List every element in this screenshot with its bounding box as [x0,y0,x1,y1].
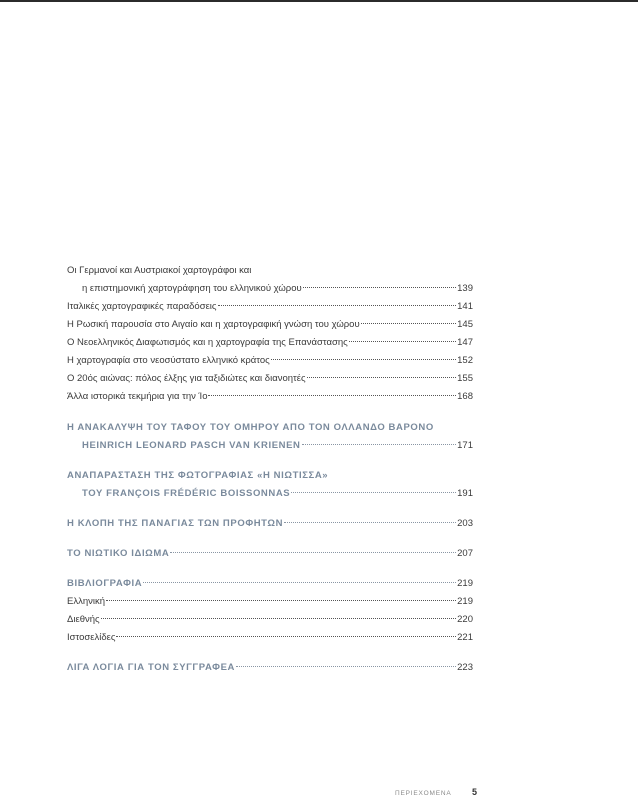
toc-entry-page: 221 [457,632,473,643]
toc-section-title: Η ΑΝΑΚΑΛΥΨΗ ΤΟΥ ΤΑΦΟΥ ΤΟΥ ΟΜΗΡΟΥ ΑΠΟ ΤΟΝ ΟΛΛΑΝΔΟ ΒΑΡΟΝΟ [67,422,434,433]
toc-entry-label: Ο Νεοελληνικός Διαφωτισμός και η χαρτογραφία της Επανάστασης [67,337,348,348]
toc-section-title: ΛΙΓΑ ΛΟΓΙΑ ΓΙΑ ΤΟΝ ΣΥΓΓΡΑΦΕΑ [67,662,235,673]
toc-entry-page: 147 [457,337,473,348]
toc-entry[interactable] [67,280,473,298]
toc-section-heading[interactable] [67,437,473,455]
dot-leader [236,666,456,667]
toc-entry-page: 152 [457,355,473,366]
toc-section-heading[interactable] [67,515,473,533]
toc-entry-page: 139 [457,283,473,294]
dot-leader [170,552,456,553]
toc-entry-label: Ελληνική [67,596,106,607]
dot-leader [361,323,456,324]
toc-section-page: 191 [457,488,473,499]
toc-entry[interactable] [67,629,473,647]
dot-leader [101,618,457,619]
toc-entry[interactable] [67,262,473,280]
toc-entry[interactable] [67,611,473,629]
dot-leader [284,522,456,523]
toc-entry[interactable] [67,298,473,316]
toc-section-page: 223 [457,662,473,673]
toc-entry-label: Η χαρτογραφία στο νεοσύστατο ελληνικό κράτος [67,355,270,366]
toc-section-heading[interactable] [67,575,473,593]
toc-section-heading[interactable] [67,659,473,677]
toc-section-page: 207 [457,548,473,559]
toc-section-page: 171 [457,440,473,451]
table-of-contents [67,262,473,677]
toc-entry-page: 168 [457,391,473,402]
toc-section-title: ΤΟ ΝΙΩΤΙΚΟ ΙΔΙΩΜΑ [67,548,170,559]
toc-section-title: ΒΙΒΛΙΟΓΡΑΦΙΑ [67,578,143,589]
dot-leader [271,359,456,360]
dot-leader [302,444,457,445]
toc-entry[interactable] [67,334,473,352]
toc-entry-label: Άλλα ιστορικά τεκμήρια για την Ίο [67,391,208,402]
toc-entry-label: Οι Γερμανοί και Αυστριακοί χαρτογράφοι και [67,265,252,276]
dot-leader [349,341,456,342]
toc-entry-label: Η Ρωσική παρουσία στο Αιγαίο και η χαρτογραφική γνώση του χώρου [67,319,360,330]
top-rule [0,0,638,2]
toc-entry-page: 220 [457,614,473,625]
page-footer [395,787,477,797]
toc-section-title: HEINRICH LEONARD PASCH VAN KRIENEN [82,440,301,451]
toc-section-title: ΑΝΑΠΑΡΑΣΤΑΣΗ ΤΗΣ ΦΩΤΟΓΡΑΦΙΑΣ «Η ΝΙΩΤΙΣΣΑ» [67,470,329,481]
toc-entry[interactable] [67,593,473,611]
toc-section-heading[interactable] [67,467,473,485]
toc-entry[interactable] [67,370,473,388]
toc-section-page: 203 [457,518,473,529]
toc-entry[interactable] [67,316,473,334]
toc-section-heading[interactable] [67,419,473,437]
running-footer-section: ΠΕΡΙΕΧΟΜΕΝΑ [395,790,452,797]
dot-leader [116,636,456,637]
toc-section-heading[interactable] [67,485,473,503]
toc-entry-label: Ιστοσελίδες [67,632,116,643]
dot-leader [106,600,456,601]
toc-entry-label: Ιταλικές χαρτογραφικές παραδόσεις [67,301,217,312]
toc-entry-page: 219 [457,596,473,607]
toc-entry-page: 145 [457,319,473,330]
toc-section-title: ΤΟΥ FRANÇOIS FRÉDÉRIC BOISSONNAS [82,488,291,499]
dot-leader [208,395,456,396]
dot-leader [143,582,456,583]
toc-entry-page: 141 [457,301,473,312]
page-number: 5 [471,787,477,797]
toc-entry-page: 155 [457,373,473,384]
toc-entry[interactable] [67,388,473,406]
dot-leader [303,287,456,288]
dot-leader [307,377,457,378]
toc-entry-label: Ο 20ός αιώνας: πόλος έλξης για ταξιδιώτες και διανοητές [67,373,306,384]
dot-leader [218,305,457,306]
toc-entry-label: η επιστημονική χαρτογράφηση του ελληνικού χώρου [82,283,302,294]
dot-leader [291,492,456,493]
toc-section-title: Η ΚΛΟΠΗ ΤΗΣ ΠΑΝΑΓΙΑΣ ΤΩΝ ΠΡΟΦΗΤΩΝ [67,518,284,529]
toc-section-page: 219 [457,578,473,589]
toc-entry-label: Διεθνής [67,614,100,625]
toc-entry[interactable] [67,352,473,370]
toc-section-heading[interactable] [67,545,473,563]
